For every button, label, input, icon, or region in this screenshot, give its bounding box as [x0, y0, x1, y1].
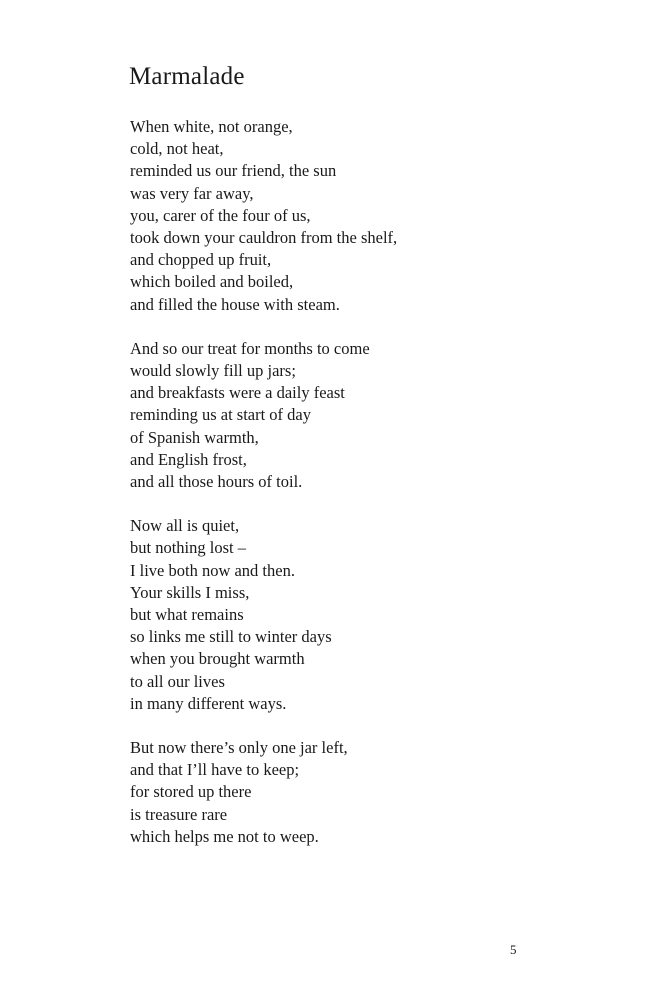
poem-line: you, carer of the four of us, [130, 205, 311, 225]
poem-line: And so our treat for months to come [130, 338, 370, 358]
poem-line: and English frost, [130, 449, 247, 469]
poem-body [130, 116, 600, 870]
stanza-4 [130, 737, 600, 848]
stanza-1 [130, 116, 600, 316]
poem-line: is treasure rare [130, 804, 228, 824]
poem-line: of Spanish warmth, [130, 427, 259, 447]
poem-line: so links me still to winter days [130, 627, 332, 647]
poem-line: cold, not heat, [130, 139, 224, 159]
poem-line: reminding us at start of day [130, 405, 312, 425]
poem-line: would slowly fill up jars; [130, 361, 296, 381]
poem-line: and filled the house with steam. [130, 294, 340, 314]
poem-line: Now all is quiet, [130, 516, 240, 536]
poem-line: for stored up there [130, 782, 252, 802]
poem-line: But now there’s only one jar left, [130, 738, 348, 758]
poem-line: and all those hours of toil. [130, 472, 303, 492]
poem-line: and breakfasts were a daily feast [130, 383, 345, 403]
stanza-2 [130, 338, 600, 493]
poem-line: in many different ways. [130, 693, 287, 713]
poem-line: took down your cauldron from the shelf, [130, 228, 398, 248]
poem-line: and that I’ll have to keep; [130, 760, 300, 780]
stanza-3 [130, 515, 600, 715]
poem-line: which helps me not to weep. [130, 826, 319, 846]
poem-line: When white, not orange, [130, 117, 293, 136]
poem-line: which boiled and boiled, [130, 272, 294, 292]
poem-line: but what remains [130, 605, 244, 625]
poem-line: I live both now and then. [130, 560, 295, 580]
poem-line: Your skills I miss, [130, 582, 250, 602]
poem-line: to all our lives [130, 671, 225, 691]
page-number: 5 [510, 942, 517, 957]
poem-line: reminded us our friend, the sun [130, 161, 337, 181]
poem-title: Marmalade [129, 63, 245, 90]
poem-line: but nothing lost – [130, 538, 246, 558]
poem-line: when you brought warmth [130, 649, 305, 669]
poem-line: and chopped up fruit, [130, 250, 272, 270]
poem-line: was very far away, [130, 183, 254, 203]
